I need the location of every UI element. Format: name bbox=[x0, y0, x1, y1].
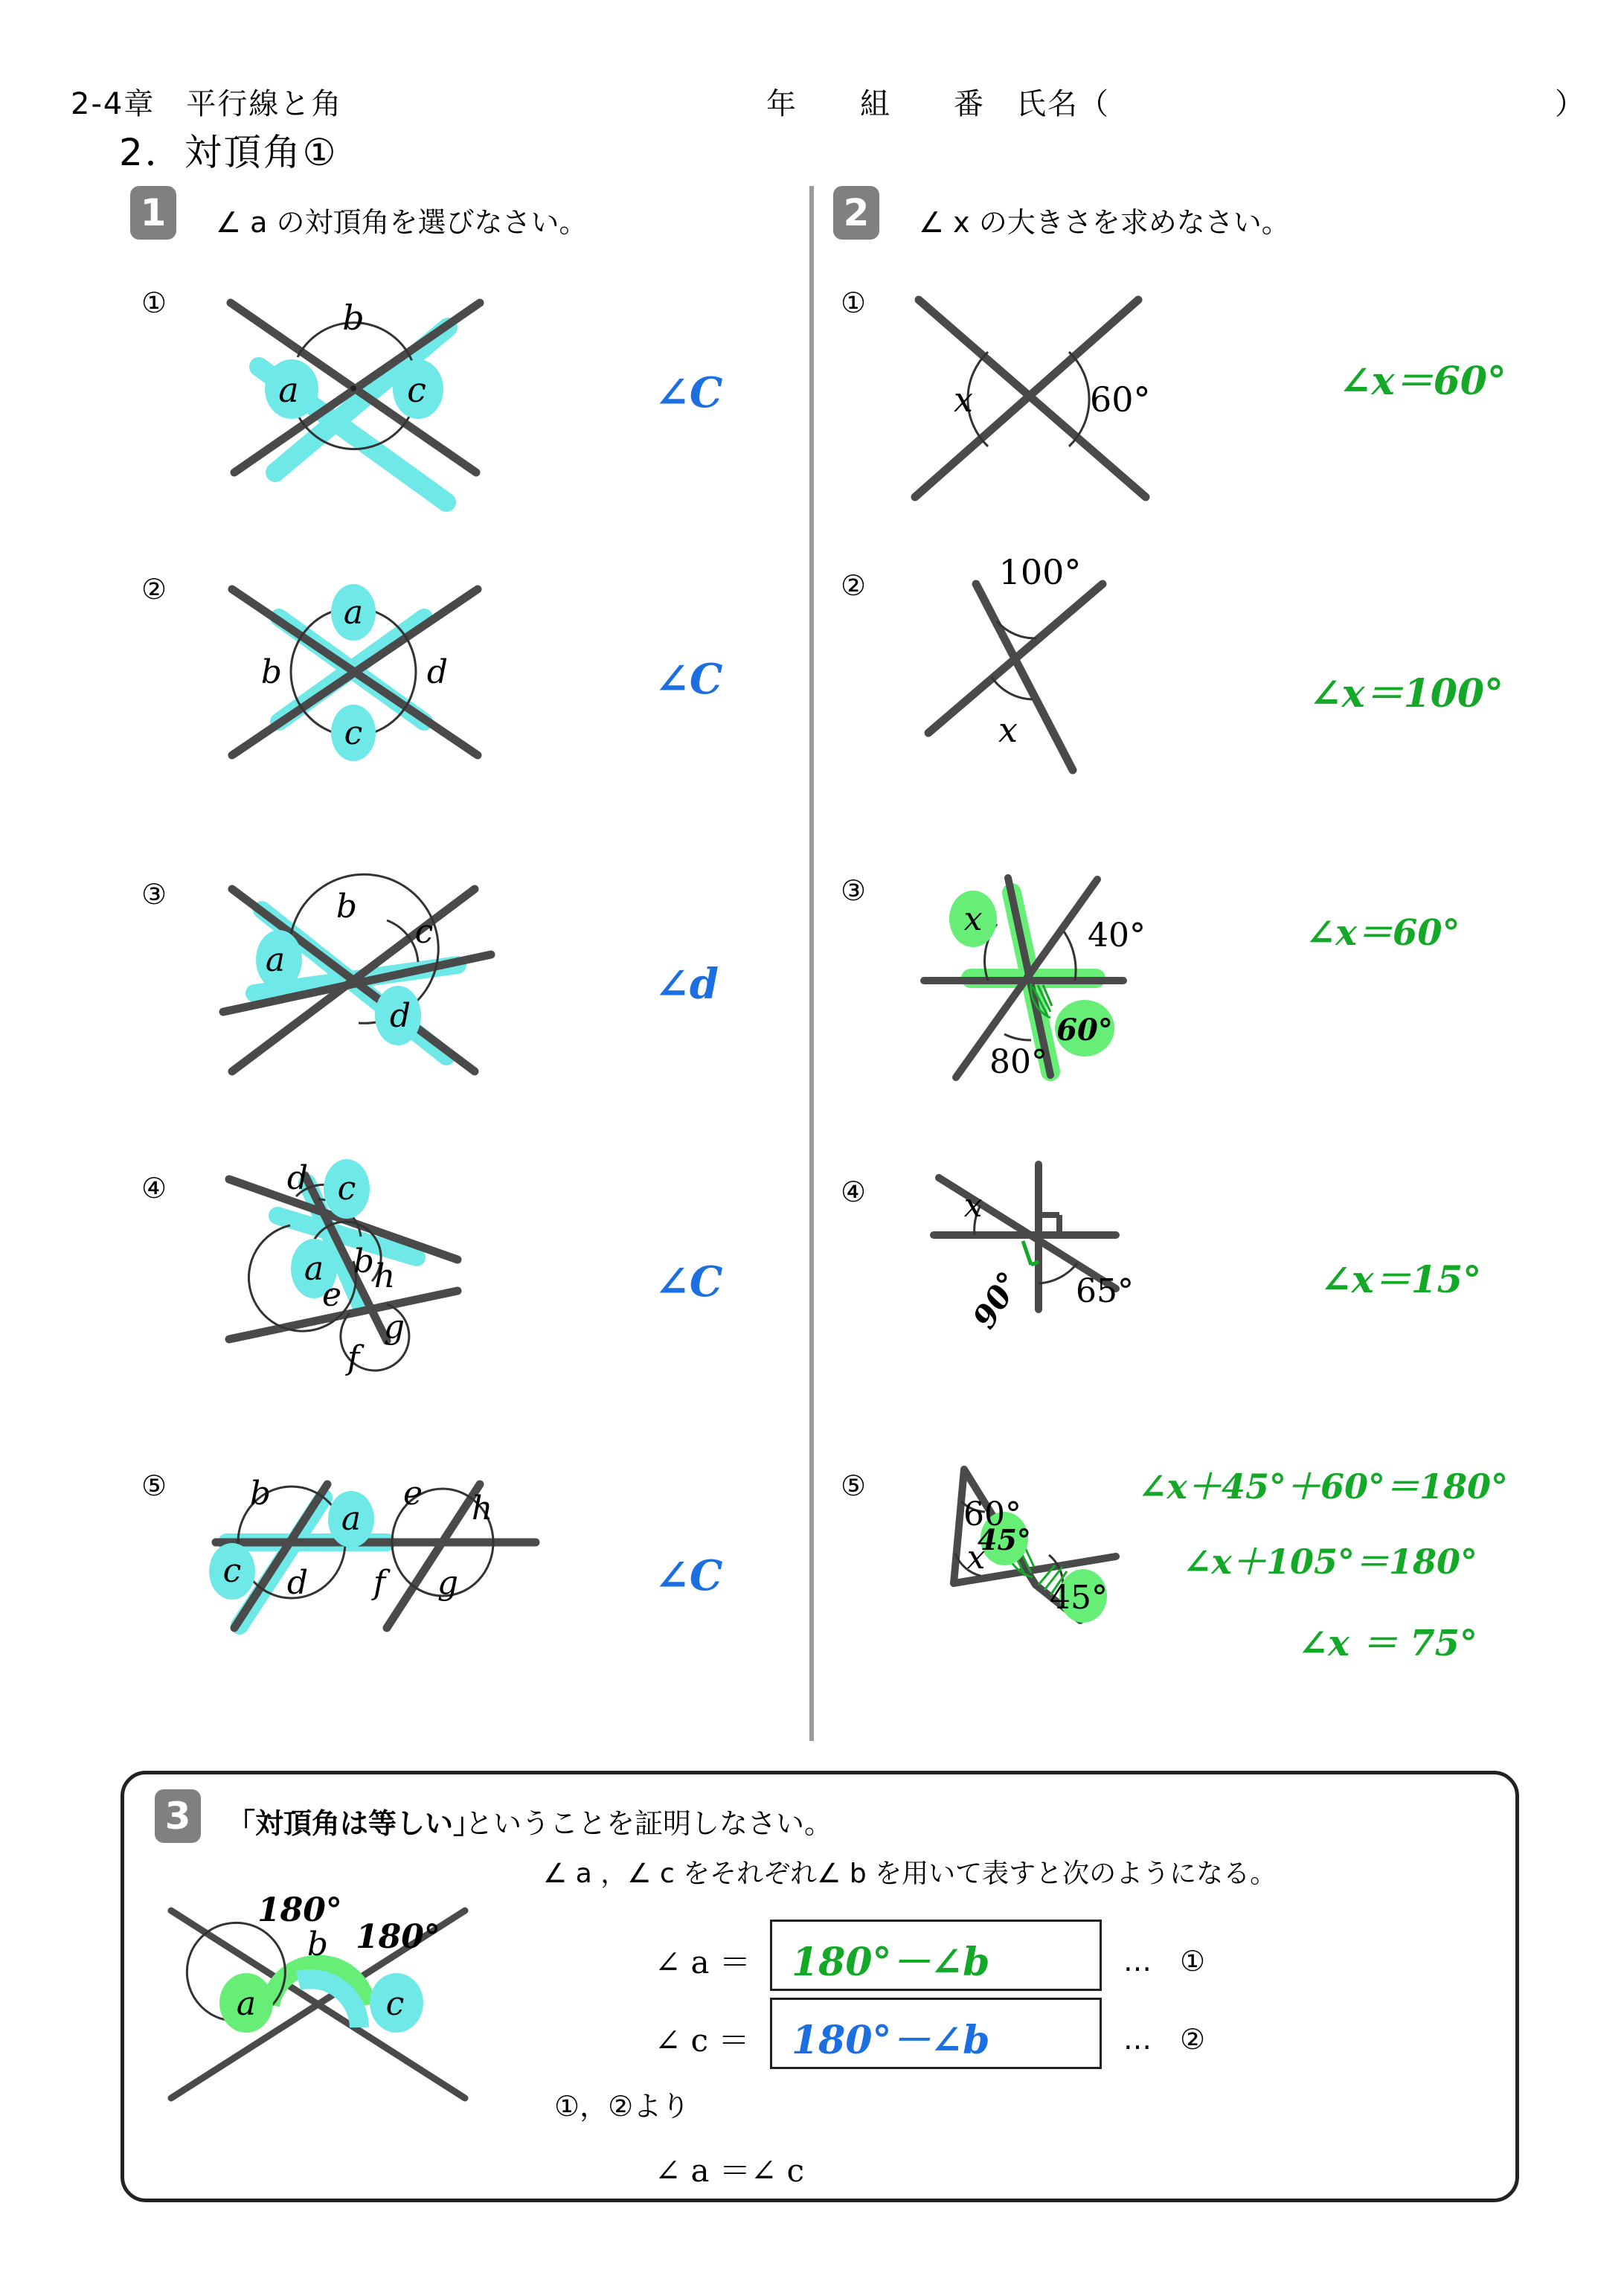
answer-2-2: ∠x＝100° bbox=[1309, 671, 1504, 716]
angle-label-d: d bbox=[286, 1564, 309, 1602]
answer-2-3: ∠x＝60° bbox=[1306, 912, 1460, 954]
student-mark-45: 45° bbox=[978, 1523, 1031, 1556]
angle-label-e: e bbox=[402, 1475, 423, 1513]
angle-label-b: b bbox=[353, 1242, 375, 1280]
diagram-1-2 bbox=[201, 573, 588, 789]
angle-label-b: b bbox=[306, 1925, 329, 1963]
student-mark-60: 60° bbox=[1056, 1013, 1113, 1048]
angle-label-c: c bbox=[337, 1170, 356, 1208]
angle-value-65: 65° bbox=[1076, 1272, 1134, 1310]
equation-1-ref: … ① bbox=[1123, 1945, 1206, 1978]
angle-label-a: a bbox=[343, 594, 364, 632]
angle-value-80: 80° bbox=[989, 1043, 1047, 1081]
angle-label-x: x bbox=[998, 710, 1018, 750]
angle-label-x: x bbox=[963, 1187, 983, 1225]
answer-field-2-value: 180°－∠b bbox=[792, 2018, 990, 2063]
angle-label-h: h bbox=[373, 1257, 396, 1295]
angle-label-c: c bbox=[414, 913, 434, 951]
angle-label-c: c bbox=[385, 1985, 405, 2023]
item-number: ③ bbox=[141, 878, 167, 911]
angle-label-f: f bbox=[347, 1339, 360, 1377]
answer-field-2[interactable] bbox=[770, 1998, 1102, 2069]
angle-label-a: a bbox=[236, 1985, 257, 2023]
answer-2-1: ∠x＝60° bbox=[1339, 359, 1506, 404]
answer-2-4: ∠x＝15° bbox=[1320, 1257, 1482, 1301]
item-number: ④ bbox=[841, 1176, 867, 1208]
diagram-2-4 bbox=[893, 1161, 1324, 1384]
equation-2-ref: … ② bbox=[1123, 2023, 1206, 2056]
item-number: ② bbox=[141, 573, 167, 606]
diagram-mark-180-green: 180° bbox=[257, 1891, 342, 1929]
angle-label-x: x bbox=[963, 900, 983, 938]
diagram-1-4 bbox=[201, 1153, 617, 1399]
angle-label-a: a bbox=[265, 941, 286, 979]
item-number: ④ bbox=[141, 1172, 167, 1205]
angle-label-e: e bbox=[321, 1276, 342, 1314]
answer-field-1[interactable] bbox=[770, 1920, 1102, 1991]
equation-2-lhs: ∠ c ＝ bbox=[655, 2022, 750, 2059]
angle-label-a: a bbox=[341, 1500, 362, 1538]
equation-1-lhs: ∠ a ＝ bbox=[655, 1944, 751, 1981]
angle-label-a: a bbox=[304, 1250, 324, 1288]
angle-label-b: b bbox=[342, 298, 365, 338]
diagram-1-3 bbox=[201, 874, 588, 1090]
angle-label-d: d bbox=[426, 653, 449, 691]
angle-label-a: a bbox=[278, 370, 299, 410]
answer-1-1: ∠C bbox=[655, 368, 723, 417]
chapter-label: 2-4章 平行線と角 bbox=[71, 87, 343, 121]
problem-3-prompt-rest: ということを証明しなさい。 bbox=[465, 1807, 833, 1840]
answer-1-2: ∠C bbox=[655, 655, 723, 704]
student-mark-90: 90° bbox=[965, 1265, 1028, 1335]
problem-3-prompt-quoted: 「対頂角は等しい」 bbox=[227, 1807, 482, 1840]
angle-label-d: d bbox=[389, 997, 411, 1035]
angle-value-100: 100° bbox=[998, 552, 1082, 592]
diagram-2-1 bbox=[893, 286, 1280, 510]
item-number: ① bbox=[841, 286, 867, 319]
angle-label-c: c bbox=[344, 714, 363, 752]
item-number: ⑤ bbox=[841, 1469, 867, 1502]
angle-label-b: b bbox=[249, 1475, 272, 1513]
column-divider bbox=[809, 186, 814, 1741]
angle-label-h: h bbox=[471, 1489, 493, 1527]
student-info-close-paren: ） bbox=[1555, 87, 1586, 121]
angle-label-b: b bbox=[260, 653, 283, 691]
angle-label-g: g bbox=[437, 1564, 459, 1602]
angle-value-60: 60° bbox=[963, 1495, 1021, 1533]
answer-1-5: ∠C bbox=[655, 1551, 723, 1600]
angle-label-c: c bbox=[222, 1552, 242, 1590]
problem-3-badge: 3 bbox=[155, 1789, 201, 1843]
student-info-fields: 年 組 番 氏名（ bbox=[766, 87, 1110, 121]
item-number: ③ bbox=[841, 874, 867, 907]
angle-label-x: x bbox=[954, 379, 973, 420]
problem-1-badge: 1 bbox=[130, 186, 176, 240]
angle-label-g: g bbox=[383, 1308, 405, 1346]
problem-2-prompt: ∠ x の大きさを求めなさい。 bbox=[919, 206, 1290, 239]
diagram-1-5 bbox=[186, 1458, 647, 1674]
problem-2-badge: 2 bbox=[833, 186, 879, 240]
diagram-2-3 bbox=[885, 863, 1317, 1086]
diagram-2-2 bbox=[893, 554, 1280, 777]
diagram-mark-180-blue: 180° bbox=[356, 1918, 440, 1956]
answer-2-5-line3: ∠x ＝ 75° bbox=[1298, 1623, 1478, 1664]
answer-2-5-line1: ∠x＋45°＋60°＝180° bbox=[1138, 1466, 1509, 1507]
answer-2-5-line2: ∠x＋105°＝180° bbox=[1183, 1542, 1478, 1582]
item-number: ② bbox=[841, 569, 867, 602]
proof-statement: ∠ a ，∠ c をそれぞれ∠ b を用いて表すと次のようになる。 bbox=[543, 1859, 1277, 1889]
angle-label-c: c bbox=[407, 370, 426, 410]
diagram-1-1 bbox=[201, 286, 588, 502]
page-title: 2．対頂角① bbox=[119, 131, 338, 174]
item-number: ⑤ bbox=[141, 1469, 167, 1502]
angle-label-b: b bbox=[336, 888, 358, 926]
answer-1-4: ∠C bbox=[655, 1257, 723, 1306]
item-number: ① bbox=[141, 286, 167, 319]
answer-1-3: ∠d bbox=[655, 960, 719, 1009]
angle-label-f: f bbox=[373, 1564, 386, 1602]
angle-label-d: d bbox=[286, 1159, 309, 1197]
angle-value-40: 40° bbox=[1088, 917, 1146, 955]
angle-label-x: x bbox=[966, 1539, 986, 1577]
conclusion-lead: ①，②より bbox=[554, 2090, 690, 2123]
problem-1-prompt: ∠ a の対頂角を選びなさい。 bbox=[216, 206, 588, 239]
conclusion: ∠ a ＝∠ c bbox=[655, 2152, 804, 2189]
answer-field-1-value: 180°－∠b bbox=[792, 1940, 990, 1985]
angle-value-45: 45° bbox=[1050, 1579, 1108, 1617]
angle-value-60: 60° bbox=[1090, 379, 1151, 420]
diagram-3 bbox=[160, 1875, 502, 2158]
